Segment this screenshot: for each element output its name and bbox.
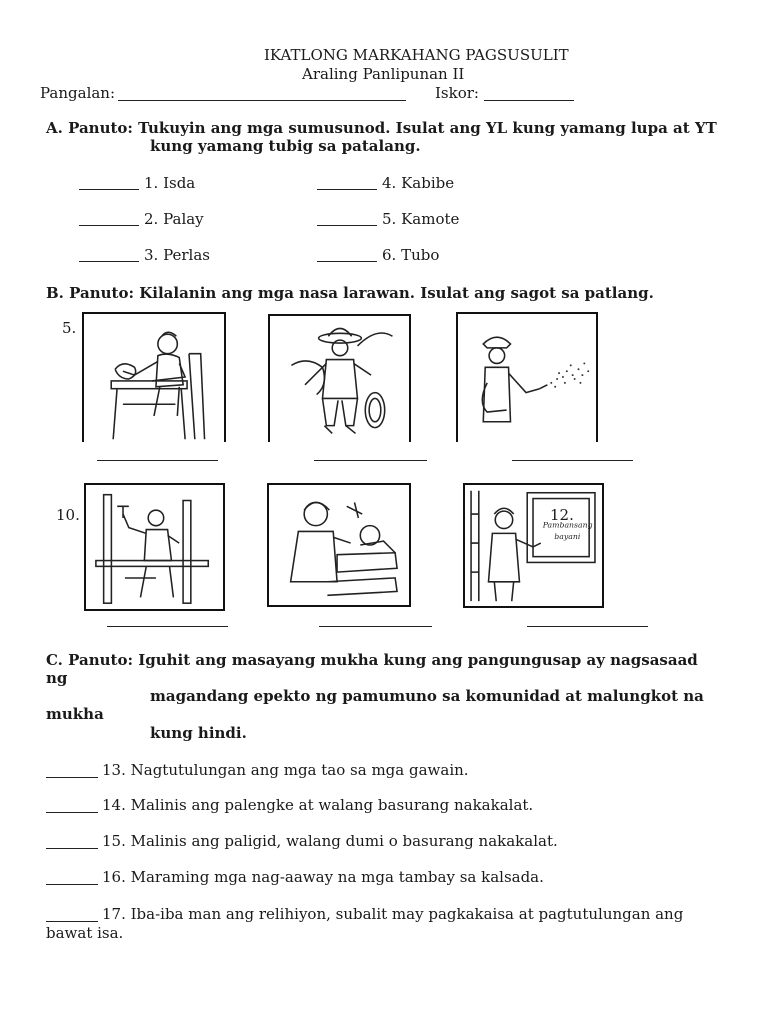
- picture-carpenter: [84, 483, 225, 611]
- answer-blank[interactable]: [46, 907, 98, 922]
- exam-title: IKATLONG MARKAHANG PAGSUSULIT: [264, 46, 569, 64]
- score-field[interactable]: [484, 86, 574, 101]
- statement-item: 14. Malinis ang palengke at walang basurang nakakalat.: [102, 796, 534, 814]
- answer-blank[interactable]: [46, 798, 98, 813]
- picture-farmer: [268, 314, 411, 442]
- answer-blank[interactable]: [107, 626, 228, 627]
- picture-number: 10.: [56, 506, 80, 524]
- answer-blank[interactable]: [46, 834, 98, 849]
- answer-blank[interactable]: [319, 626, 432, 627]
- item-label: 4. Kabibe: [382, 174, 455, 192]
- doctor-illustration: [269, 485, 409, 605]
- statement-item-wrap: bawat isa.: [46, 924, 124, 942]
- subject-title: Araling Panlipunan II: [302, 65, 465, 83]
- section-b-instruction: B. Panuto: Kilalanin ang mga nasa larawan. Isulat ang sagot sa patlang.: [46, 284, 654, 302]
- item-label: 1. Isda: [144, 174, 196, 192]
- answer-blank[interactable]: [527, 626, 648, 627]
- carpenter-illustration: [86, 485, 223, 609]
- picture-firefighter: [456, 312, 598, 442]
- board-text: Pambansang: [542, 520, 593, 530]
- answer-blank[interactable]: [46, 763, 98, 778]
- answer-blank[interactable]: [79, 175, 139, 190]
- sewing-person-illustration: [84, 314, 224, 442]
- item-label: 3. Perlas: [144, 246, 210, 264]
- item-label: 2. Palay: [144, 210, 204, 228]
- section-c-instruction-cont: kung hindi.: [150, 724, 247, 742]
- picture-doctor: [267, 483, 411, 607]
- answer-blank[interactable]: [314, 460, 427, 461]
- section-c-instruction-wrap: ng: [46, 669, 68, 687]
- firefighter-illustration: [458, 314, 596, 442]
- answer-blank[interactable]: [79, 211, 139, 226]
- answer-blank[interactable]: [317, 175, 377, 190]
- answer-blank[interactable]: [317, 211, 377, 226]
- answer-blank[interactable]: [46, 870, 98, 885]
- section-c-instruction-wrap: mukha: [46, 705, 104, 723]
- section-c-instruction: C. Panuto: Iguhit ang masayang mukha kung ang pangungusap ay nagsasaad: [46, 651, 698, 669]
- section-c-instruction-cont: magandang epekto ng pamumuno sa komunidad at malungkot na: [150, 687, 704, 705]
- board-text: bayani: [554, 532, 581, 542]
- picture-number: 5.: [62, 319, 77, 337]
- answer-blank[interactable]: [97, 460, 218, 461]
- answer-blank[interactable]: [512, 460, 633, 461]
- statement-item: 16. Maraming mga nag-aaway na mga tambay sa kalsada.: [102, 868, 544, 886]
- section-a-instruction-cont: kung yamang tubig sa patalang.: [150, 137, 421, 155]
- statement-item: 17. Iba-iba man ang relihiyon, subalit may pagkakaisa at pagtutulungan ang: [102, 905, 684, 923]
- statement-item: 15. Malinis ang paligid, walang dumi o basurang nakakalat.: [102, 832, 558, 850]
- picture-teacher: [463, 483, 604, 608]
- answer-blank[interactable]: [317, 247, 377, 262]
- teacher-illustration: [465, 485, 602, 606]
- farmer-illustration: [270, 316, 409, 442]
- picture-sewing: [82, 312, 226, 442]
- statement-item: 13. Nagtutulungan ang mga tao sa mga gawain.: [102, 761, 469, 779]
- item-label: 5. Kamote: [382, 210, 460, 228]
- name-field[interactable]: [118, 86, 406, 101]
- picture-number: 12.: [550, 506, 574, 524]
- name-label: Pangalan:: [40, 84, 116, 102]
- section-a-instruction: A. Panuto: Tukuyin ang mga sumusunod. Isulat ang YL kung yamang lupa at YT: [46, 119, 717, 137]
- item-label: 6. Tubo: [382, 246, 440, 264]
- score-label: Iskor:: [435, 84, 479, 102]
- answer-blank[interactable]: [79, 247, 139, 262]
